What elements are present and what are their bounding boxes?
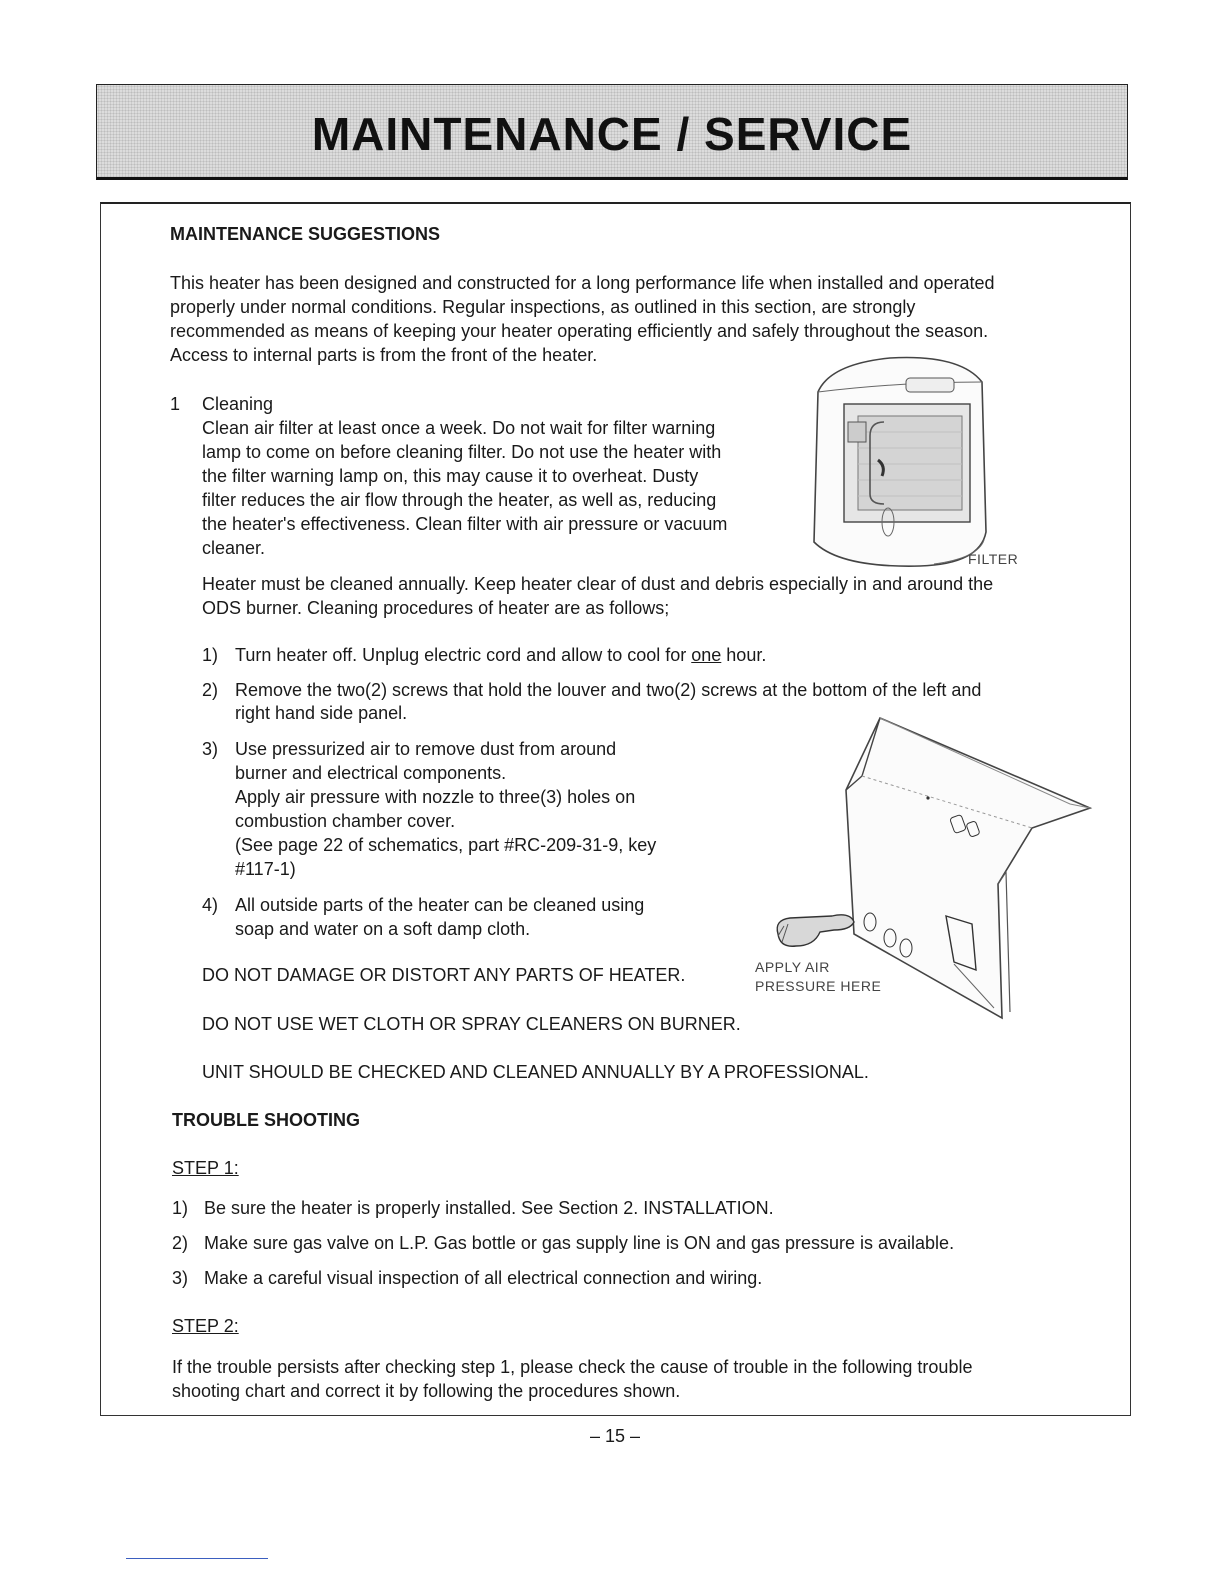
title-banner xyxy=(96,84,1128,180)
intro-line-2: properly under normal conditions. Regular inspections, as outlined in this section, are strongly xyxy=(170,297,916,317)
step-3-line-5: (See page 22 of schematics, part #RC-209-31-9, key xyxy=(235,835,657,855)
warning-no-damage: DO NOT DAMAGE OR DISTORT ANY PARTS OF HEATER. xyxy=(202,965,686,985)
step2-label: STEP 2: xyxy=(172,1316,239,1336)
step1-item-2-text: Make sure gas valve on L.P. Gas bottle or gas supply line is ON and gas pressure is available. xyxy=(204,1233,955,1253)
step1-item-1-text: Be sure the heater is properly installed. See Section 2. INSTALLATION. xyxy=(204,1198,774,1218)
step-3-line-4: combustion chamber cover. xyxy=(235,811,456,831)
cleaning-line-1: Clean air filter at least once a week. Do not wait for filter warning xyxy=(202,418,716,438)
maintenance-heading: MAINTENANCE SUGGESTIONS xyxy=(170,224,441,244)
step-3-line-2: burner and electrical components. xyxy=(235,763,507,783)
cleaning-line-3: the filter warning lamp on, this may cause it to overheat. Dusty xyxy=(202,466,699,486)
intro-line-4: Access to internal parts is from the front of the heater. xyxy=(170,345,598,365)
step2-line-2: shooting chart and correct it by following the procedures shown. xyxy=(172,1381,681,1401)
cleaning-line-4: filter reduces the air flow through the heater, as well as, reducing xyxy=(202,490,717,510)
step2-line-1: If the trouble persists after checking step 1, please check the cause of trouble in the following trouble xyxy=(172,1357,973,1377)
step-3-line-1: Use pressurized air to remove dust from around xyxy=(235,739,617,759)
step-1-underlined: one xyxy=(691,645,722,665)
step-3-line-6: #117-1) xyxy=(235,859,296,879)
cleaning-title: Cleaning xyxy=(202,394,274,414)
step1-item-1-number: 1) xyxy=(172,1198,189,1218)
step-2-number: 2) xyxy=(202,680,219,700)
apply-air-label-2: PRESSURE HERE xyxy=(755,978,882,994)
step-1-text: Turn heater off. Unplug electric cord and allow to cool for one hour. xyxy=(235,645,767,665)
apply-air-label-1: APPLY AIR xyxy=(755,959,830,975)
step-3-line-3: Apply air pressure with nozzle to three(3) holes on xyxy=(235,787,636,807)
step1-item-2-number: 2) xyxy=(172,1233,189,1253)
warning-no-wet-cloth: DO NOT USE WET CLOTH OR SPRAY CLEANERS ON BURNER. xyxy=(202,1014,741,1034)
annual-line-2: ODS burner. Cleaning procedures of heater are as follows; xyxy=(202,598,670,618)
step-2-line-2: right hand side panel. xyxy=(235,703,408,723)
warning-professional: UNIT SHOULD BE CHECKED AND CLEANED ANNUALLY BY A PROFESSIONAL. xyxy=(202,1062,869,1082)
cleaning-number: 1 xyxy=(170,394,181,414)
step-2-line-1: Remove the two(2) screws that hold the louver and two(2) screws at the bottom of the left and xyxy=(235,680,982,700)
filter-label: FILTER xyxy=(968,551,1019,567)
intro-line-3: recommended as means of keeping your heater operating efficiently and safely throughout the season. xyxy=(170,321,989,341)
step-4-line-1: All outside parts of the heater can be cleaned using xyxy=(235,895,645,915)
step1-item-3-number: 3) xyxy=(172,1268,189,1288)
cleaning-line-5: the heater's effectiveness. Clean filter with air pressure or vacuum xyxy=(202,514,728,534)
intro-line-1: This heater has been designed and constructed for a long performance life when installed and operated xyxy=(170,273,995,293)
step-4-number: 4) xyxy=(202,895,219,915)
step1-item-3-text: Make a careful visual inspection of all electrical connection and wiring. xyxy=(204,1268,763,1288)
trouble-heading: TROUBLE SHOOTING xyxy=(172,1110,360,1130)
heater-filter-illustration xyxy=(800,352,1000,576)
page-number: – 15 – xyxy=(590,1426,641,1446)
footnote-rule xyxy=(126,1558,268,1559)
step1-label: STEP 1: xyxy=(172,1158,239,1178)
page-title: MAINTENANCE / SERVICE xyxy=(311,108,913,160)
annual-line-1: Heater must be cleaned annually. Keep heater clear of dust and debris especially in and around the xyxy=(202,574,994,594)
cleaning-line-6: cleaner. xyxy=(202,538,266,558)
step-4-line-2: soap and water on a soft damp cloth. xyxy=(235,919,531,939)
step-1-number: 1) xyxy=(202,645,219,665)
cleaning-line-2: lamp to come on before cleaning filter. Do not use the heater with xyxy=(202,442,722,462)
step-3-number: 3) xyxy=(202,739,219,759)
